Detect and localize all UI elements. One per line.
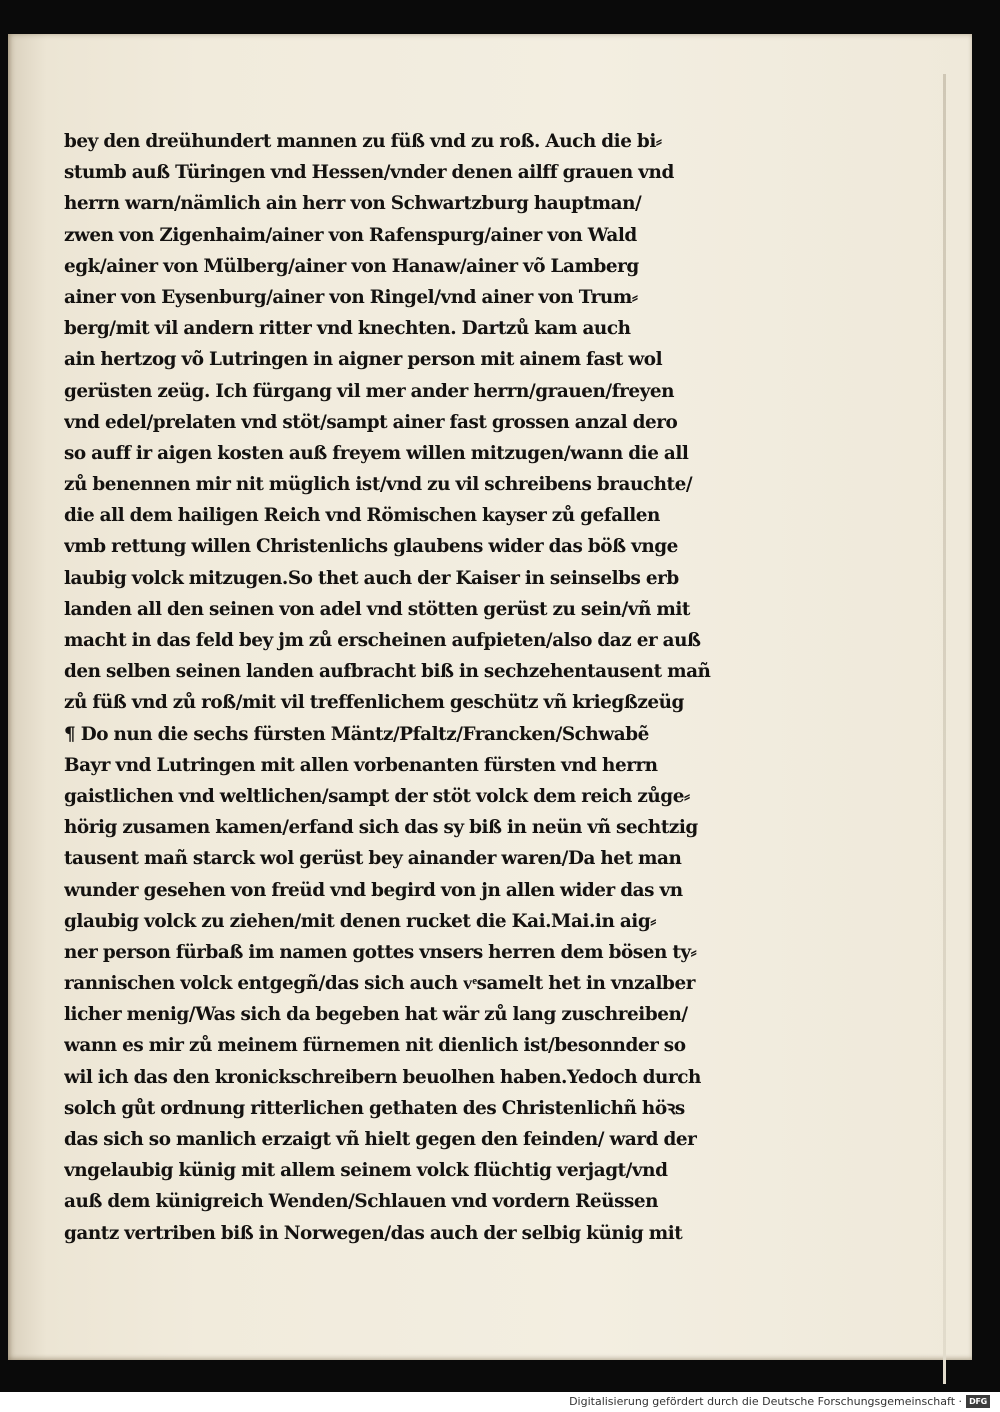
text-line: laubig volck mitzugen.So thet auch der Kaiser in seinselbs erb bbox=[64, 567, 679, 589]
text-line: glaubig volck zu ziehen/mit denen rucket die Kai.Mai.in aig⸗ bbox=[64, 910, 656, 932]
text-line: so auff ir aigen kosten auß freyem willen mitzugen/wann die all bbox=[64, 442, 689, 464]
text-line: bey den dreühundert mannen zu füß vnd zu roß. Auch die bi⸗ bbox=[64, 131, 662, 152]
text-line: ainer von Eysenburg/ainer von Ringel/vnd ainer von Trum⸗ bbox=[64, 286, 638, 308]
book-page bbox=[8, 34, 972, 1360]
text-line: tausent mañ starck wol gerüst bey ainander waren/Da het man bbox=[64, 848, 682, 870]
text-line: zů füß vnd zů roß/mit vil treffenlichem geschütz vñ kriegßzeüg bbox=[64, 692, 684, 714]
text-line: wann es mir zů meinem fürnemen nit dienlich ist/besonnder so bbox=[64, 1035, 686, 1057]
text-line: licher menig/Was sich da begeben hat wär zů lang zuschreiben/ bbox=[64, 1004, 688, 1026]
text-line: wunder gesehen von freüd vnd begird von jn allen wider das vn bbox=[64, 879, 683, 901]
text-line: vnd edel/prelaten vnd stöt/sampt ainer fast grossen anzal dero bbox=[64, 411, 678, 433]
footer-bar bbox=[0, 1392, 1000, 1412]
text-line: landen all den seinen von adel vnd stötten gerüst zu sein/vñ mit bbox=[64, 598, 690, 620]
text-line: herrn warn/nämlich ain herr von Schwartzburg hauptman/ bbox=[64, 193, 642, 215]
dfg-logo: DFG bbox=[966, 1395, 990, 1408]
page-text-block bbox=[64, 126, 804, 1249]
text-line: gerüsten zeüg. Ich fürgang vil mer ander herrn/grauen/freyen bbox=[64, 380, 675, 402]
text-line: solch gůt ordnung ritterlichen gethaten des Christenlichñ höꝛs bbox=[64, 1097, 685, 1119]
text-line: berg/mit vil andern ritter vnd knechten. Dartzů kam auch bbox=[64, 318, 631, 340]
page-edge bbox=[943, 74, 946, 1384]
text-line: gantz vertriben biß in Norwegen/das auch der selbig künig mit bbox=[64, 1222, 683, 1244]
text-line: vngelaubig künig mit allem seinem volck flüchtig verjagt/vnd bbox=[64, 1160, 668, 1182]
text-line: ain hertzog võ Lutringen in aigner person mit ainem fast wol bbox=[64, 349, 663, 371]
text-line: rannischen volck entgegñ/das sich auch vͤsamelt het in vnzalber bbox=[64, 973, 695, 995]
text-line: zwen von Zigenhaim/ainer von Rafenspurg/ainer von Wald bbox=[64, 224, 637, 246]
text-line: auß dem künigreich Wenden/Schlauen vnd vordern Reüssen bbox=[64, 1191, 659, 1213]
text-line: ¶ Do nun die sechs fürsten Mäntz/Pfaltz/Francken/Schwabẽ bbox=[64, 723, 649, 745]
text-line: gaistlichen vnd weltlichen/sampt der stöt volck dem reich zůge⸗ bbox=[64, 785, 690, 807]
text-line: vmb rettung willen Christenlichs glaubens wider das böß vnge bbox=[64, 536, 678, 558]
text-line: zů benennen mir nit müglich ist/vnd zu vil schreibens brauchte/ bbox=[64, 474, 693, 496]
text-line: ner person fürbaß im namen gottes vnsers herren dem bösen ty⸗ bbox=[64, 941, 697, 963]
text-line: den selben seinen landen aufbracht biß in sechzehentausent mañ bbox=[64, 661, 711, 683]
text-line: stumb auß Türingen vnd Hessen/vnder denen ailff grauen vnd bbox=[64, 162, 674, 184]
text-line: Bayr vnd Lutringen mit allen vorbenanten fürsten vnd herrn bbox=[64, 754, 658, 776]
text-line: hörig zusamen kamen/erfand sich das sy biß in neün vñ sechtzig bbox=[64, 817, 698, 839]
text-line: wil ich das den kronickschreibern beuolhen haben.Yedoch durch bbox=[64, 1066, 701, 1088]
text-line: egk/ainer von Mülberg/ainer von Hanaw/ainer võ Lamberg bbox=[64, 255, 639, 277]
text-line: die all dem hailigen Reich vnd Römischen kayser zů gefallen bbox=[64, 505, 660, 527]
text-line: macht in das feld bey jm zů erscheinen aufpieten/also daz er auß bbox=[64, 630, 701, 651]
text-line: das sich so manlich erzaigt vñ hielt gegen den feinden/ ward der bbox=[64, 1129, 697, 1150]
funding-credit: Digitalisierung gefördert durch die Deutsche Forschungsgemeinschaft · bbox=[569, 1395, 962, 1408]
